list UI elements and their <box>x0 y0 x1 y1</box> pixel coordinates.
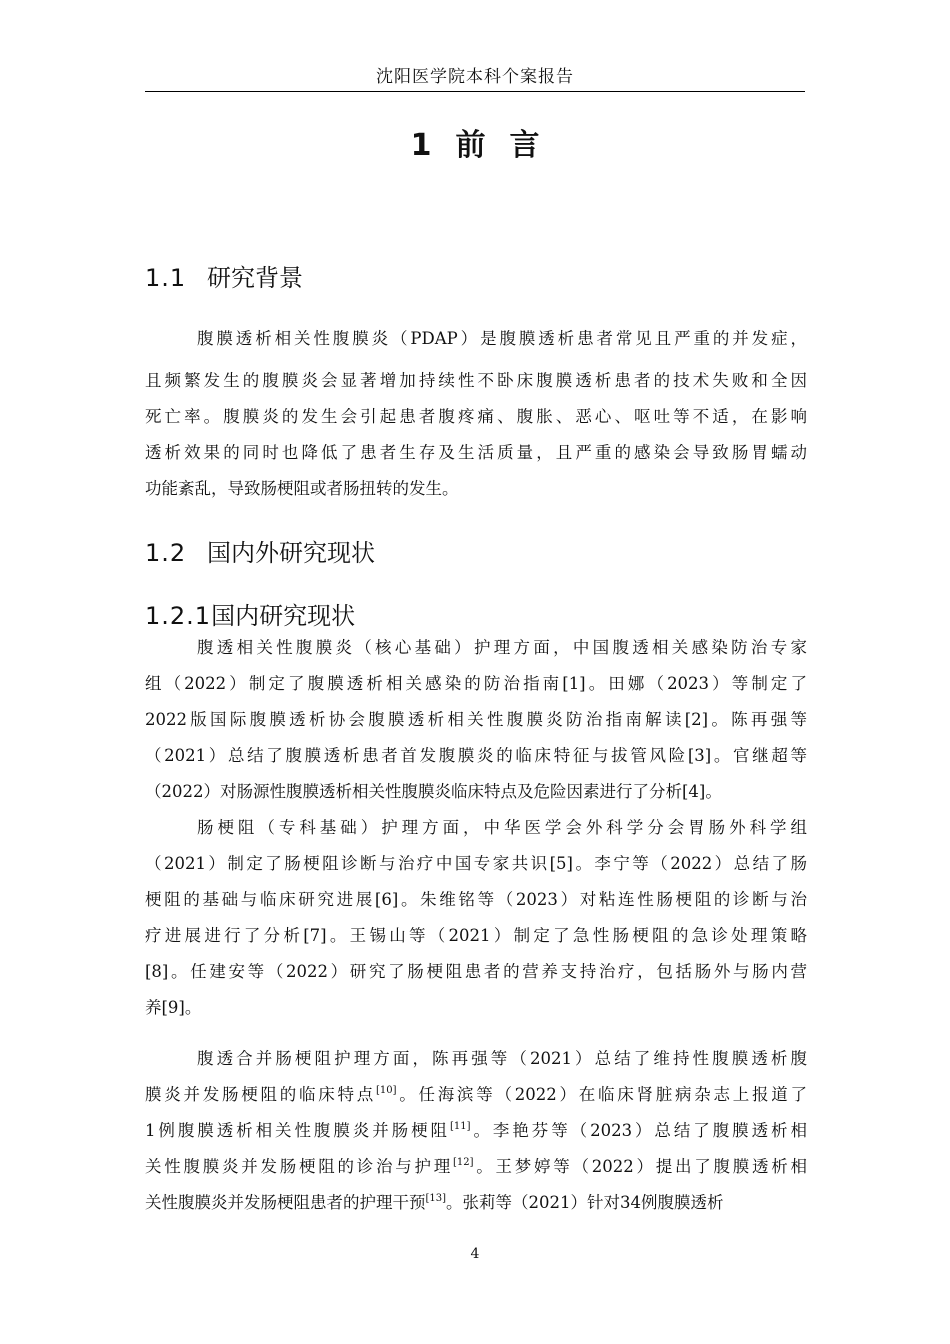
text-line: 腹透相关性腹膜炎（核心基础）护理方面，中国腹透相关感染防治专家 <box>197 638 807 657</box>
citation-ref: [13] <box>425 1193 447 1204</box>
text-line: 2022版国际腹膜透析协会腹膜透析相关性腹膜炎防治指南解读[2]。陈再强等 <box>145 710 807 729</box>
chapter-title-char-2: 言 <box>509 128 540 163</box>
section-title: 国内研究现状 <box>211 602 356 630</box>
text-line <box>145 1149 807 1185</box>
text-line: 组（2022）制定了腹膜透析相关感染的防治指南[1]。田娜（2023）等制定了 <box>145 674 807 693</box>
text-line: （2022）对肠源性腹膜透析相关性腹膜炎临床特点及危险因素进行了分析[4]。 <box>145 782 722 801</box>
text-line: 疗进展进行了分析[7]。王锡山等（2021）制定了急性肠梗阻的急诊处理策略 <box>145 926 807 945</box>
text-line: [8]。任建安等（2022）研究了肠梗阻患者的营养支持治疗，包括肠外与肠内营 <box>145 962 807 981</box>
citation-ref: [12] <box>452 1157 474 1168</box>
section-title: 国内外研究现状 <box>207 539 375 567</box>
chapter-title <box>145 120 805 164</box>
text-line: 肠梗阻（专科基础）护理方面，中华医学会外科学分会胃肠外科学组 <box>197 818 807 837</box>
text-line: 功能紊乱，导致肠梗阻或者肠扭转的发生。 <box>145 479 459 498</box>
text-segment: 关性腹膜炎并发肠梗阻患者的护理干预 <box>145 1193 426 1212</box>
text-segment: 。李艳芬等（2023）总结了腹膜透析相 <box>470 1121 807 1140</box>
text-segment: 关性腹膜炎并发肠梗阻的诊治与护理 <box>145 1157 453 1176</box>
text-line: 且频繁发生的腹膜炎会显著增加持续性不卧床腹膜透析患者的技术失败和全因 <box>145 371 807 390</box>
text-line: 透析效果的同时也降低了患者生存及生活质量，且严重的感染会导致肠胃蠕动 <box>145 443 807 462</box>
text-line: 死亡率。腹膜炎的发生会引起患者腹疼痛、腹胀、恶心、呕吐等不适，在影响 <box>145 407 807 426</box>
text-line <box>145 1113 807 1149</box>
text-line: 梗阻的基础与临床研究进展[6]。朱维铭等（2023）对粘连性肠梗阻的诊断与治 <box>145 890 807 909</box>
text-line: 养[9]。 <box>145 998 202 1017</box>
paragraph-combined <box>145 1041 807 1221</box>
paragraph-peritonitis <box>145 630 807 810</box>
running-header: 沈阳医学院本科个案报告 <box>376 67 574 87</box>
text-line <box>145 1077 807 1113</box>
text-segment: 。张莉等（2021）针对34例腹膜透析 <box>446 1193 724 1212</box>
citation-ref: [10] <box>376 1085 397 1096</box>
section-title: 研究背景 <box>207 264 303 292</box>
text-line: （2021）制定了肠梗阻诊断与治疗中国专家共识[5]。李宁等（2022）总结了肠 <box>145 854 807 873</box>
text-line: 腹透合并肠梗阻护理方面，陈再强等（2021）总结了维持性腹膜透析腹 <box>197 1049 807 1068</box>
section-heading-1-1 <box>145 258 303 293</box>
page-number: 4 <box>470 1246 480 1262</box>
section-heading-1-2 <box>145 533 375 568</box>
text-segment: 1例腹膜透析相关性腹膜炎并肠梗阻 <box>145 1121 450 1140</box>
section-heading-1-2-1 <box>145 596 355 631</box>
text-line: 腹膜透析相关性腹膜炎（PDAP）是腹膜透析患者常见且严重的并发症， <box>197 329 807 348</box>
paragraph-bowel-obstruction <box>145 810 807 1026</box>
text-segment: 。任海滨等（2022）在临床肾脏病杂志上报道了 <box>396 1085 807 1104</box>
header-rule <box>145 91 805 92</box>
section-number: 1.1 <box>145 264 187 292</box>
chapter-title-char-1: 前 <box>455 128 486 163</box>
text-segment: 。王梦婷等（2022）提出了腹膜透析相 <box>473 1157 807 1176</box>
section-number: 1.2.1 <box>145 602 212 630</box>
paragraph-background <box>145 321 807 507</box>
text-segment: 膜炎并发肠梗阻的临床特点 <box>145 1085 376 1104</box>
text-line <box>145 1185 807 1221</box>
section-number: 1.2 <box>145 539 187 567</box>
chapter-number: 1 <box>410 128 432 163</box>
text-line: （2021）总结了腹膜透析患者首发腹膜炎的临床特征与拔管风险[3]。官继超等 <box>145 746 807 765</box>
citation-ref: [11] <box>449 1121 471 1132</box>
